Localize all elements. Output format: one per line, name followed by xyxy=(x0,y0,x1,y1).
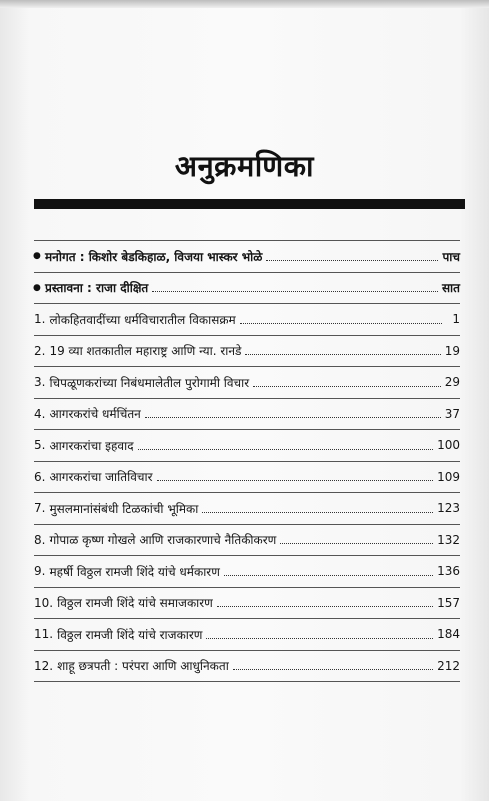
toc-entry-title: लोकहितवादींच्या धर्मविचारातील विकासक्रम xyxy=(49,312,236,327)
toc-entry-page: 136 xyxy=(437,564,460,579)
dot-leader xyxy=(152,291,438,292)
toc-entry xyxy=(34,273,460,305)
toc-entry-number: 11. xyxy=(34,627,54,642)
toc-entry-number: 10. xyxy=(34,595,54,610)
bullet-icon: ● xyxy=(33,251,41,262)
toc-entry-title: विठ्ठल रामजी शिंदे यांचे राजकारण xyxy=(57,627,203,642)
toc-entry-number: 2. xyxy=(34,343,46,358)
toc-entry-page: 1 xyxy=(452,312,460,327)
dot-leader xyxy=(206,638,433,639)
toc-entry-title: आगरकरांचे धर्मचिंतन xyxy=(49,407,141,422)
toc-entry-number: 5. xyxy=(34,438,46,453)
toc-entry-title: महर्षी विठ्ठल रामजी शिंदे यांचे धर्मकारण xyxy=(49,564,220,579)
toc-entry-number: 9. xyxy=(34,564,46,579)
toc-entry-number: 12. xyxy=(34,658,54,673)
toc-entry-number: 3. xyxy=(34,375,46,390)
toc-entry-title: आगरकरांचा जातिविचार xyxy=(49,470,153,485)
toc-entry-number: 8. xyxy=(34,532,46,547)
toc-entry xyxy=(34,367,460,399)
dot-leader xyxy=(240,323,442,324)
toc-entry-number: 7. xyxy=(34,501,46,516)
toc-entry-page: 100 xyxy=(437,438,460,453)
toc-entry-page: 212 xyxy=(437,658,460,673)
toc-entry-page: पाच xyxy=(442,249,460,264)
dot-leader xyxy=(224,575,433,576)
toc-entry-title: चिपळूणकरांच्या निबंधमालेतील पुरोगामी विचार xyxy=(49,375,250,390)
dot-leader xyxy=(217,606,433,607)
dot-leader xyxy=(280,543,433,544)
toc-entry-number: 6. xyxy=(34,469,46,484)
title-rule xyxy=(34,199,465,209)
toc-entry-page: 123 xyxy=(437,501,460,516)
toc-entry-page: सात xyxy=(441,281,460,296)
toc-entry xyxy=(34,430,460,462)
toc-entry-title: शाहू छत्रपती : परंपरा आणि आधुनिकता xyxy=(57,659,229,674)
dot-leader xyxy=(245,354,440,355)
toc-entry xyxy=(34,619,460,651)
toc-entry xyxy=(34,588,460,620)
toc-entry xyxy=(34,525,460,557)
toc-entry-title: प्रस्तावना : राजा दीक्षित xyxy=(45,281,149,296)
toc-entry-title: आगरकरांचा इहवाद xyxy=(49,438,134,453)
dot-leader xyxy=(253,386,441,387)
toc-entry xyxy=(34,336,460,368)
toc-entry-page: 109 xyxy=(437,469,460,484)
toc-entry xyxy=(34,240,460,273)
toc-entry xyxy=(34,462,460,494)
toc-entry xyxy=(34,304,460,336)
toc-entry xyxy=(34,399,460,431)
dot-leader xyxy=(138,449,434,450)
toc-entry-page: 19 xyxy=(444,343,460,358)
page-title: अनुक्रमणिका xyxy=(174,149,315,183)
toc-entry-title: गोपाळ कृष्ण गोखले आणि राजकारणाचे नैतिकीकरण xyxy=(49,533,277,548)
toc-entry xyxy=(34,556,460,588)
dot-leader xyxy=(233,669,433,670)
toc-entry-number: 4. xyxy=(34,406,46,421)
toc-entry-page: 37 xyxy=(444,406,460,421)
toc-entry xyxy=(34,493,460,525)
toc-entry-page: 157 xyxy=(437,595,460,610)
toc-entry-page: 132 xyxy=(437,532,460,547)
bullet-icon: ● xyxy=(33,282,41,293)
dot-leader xyxy=(157,480,434,481)
dot-leader xyxy=(202,512,433,513)
toc-entry-title: 19 व्या शतकातील महाराष्ट्र आणि न्या. रानडे xyxy=(49,344,242,359)
toc-entry-title: मुसलमानांसंबंधी टिळकांची भूमिका xyxy=(49,501,199,516)
toc-entry xyxy=(34,651,460,683)
toc-entry-title: मनोगत : किशोर बेडकिहाळ, विजया भास्कर भोळे xyxy=(45,249,263,264)
toc-entry-title: विठ्ठल रामजी शिंदे यांचे समाजकारण xyxy=(57,596,213,611)
toc-entry-page: 29 xyxy=(444,375,460,390)
toc-entry-number: 1. xyxy=(34,312,46,327)
toc-entry-page: 184 xyxy=(437,627,460,642)
dot-leader xyxy=(266,260,438,261)
table-of-contents xyxy=(34,240,460,682)
dot-leader xyxy=(145,417,441,418)
page-top-edge xyxy=(0,0,489,8)
